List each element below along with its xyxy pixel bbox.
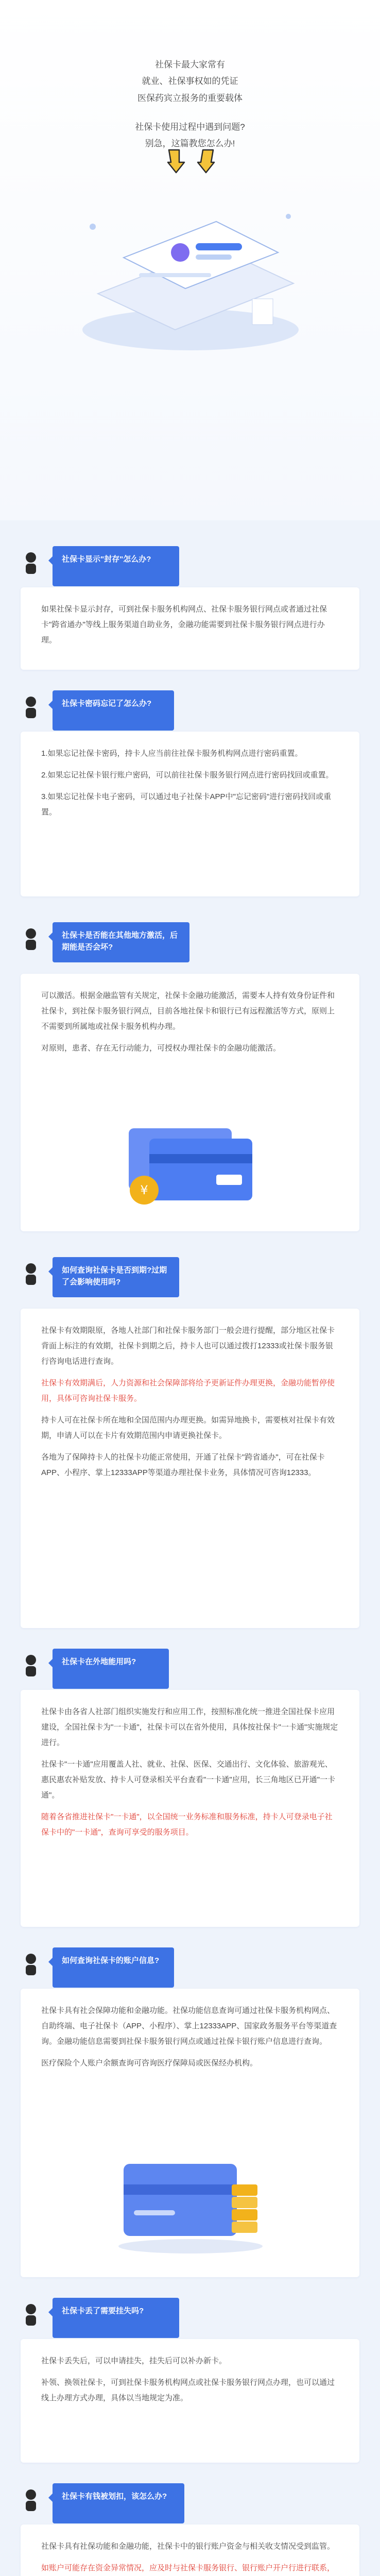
question-bubble: 社保卡是否能在其他地方激活，后期能是否会坏? <box>53 922 189 962</box>
answer-paragraph: 3.如果忘记社保卡电子密码，可以通过电子社保卡APP中"忘记密码"进行密码找回或重置。 <box>41 792 332 817</box>
answer-paragraph: 如果社保卡显示封存，可到社保卡服务机构网点、社保卡服务银行网点或者通过社保卡"跨省通办"等线上服务渠道自助业务，金融功能需要到社保卡服务银行网点进行办理。 <box>41 605 327 645</box>
question-row <box>21 1947 360 1989</box>
hand-icon <box>164 147 188 176</box>
answer-card <box>21 1989 359 2277</box>
intro-line: 别急，这篇教您怎么办! <box>145 139 235 149</box>
answer-paragraph: 补领、换领社保卡，可到社保卡服务机构网点或社保卡服务银行网点办理，也可以通过线上办理方式办理，具体以当地规定为准。 <box>41 2378 335 2402</box>
answer-paragraph: 社保卡有效期限原，各地人社部门和社保卡服务部门一般会进行提醒，部分地区社保卡背面上标注的有效期，社保卡到期之后，持卡人也可以通过拨打12333或社保卡服务银行咨询电话进行查询。 <box>41 1326 335 1366</box>
answer-paragraph: 社保卡"一卡通"应用覆盖人社、就业、社保、医保、交通出行、文化体验、旅游观光、惠民惠农补贴发放、持卡人可登录相关平台查看"一卡通"应用，长三角地区已开通"一卡通"。 <box>41 1760 335 1800</box>
intro-line: 医保药宾立报务的重要载体 <box>137 93 243 103</box>
pointing-hands-icon <box>164 147 220 178</box>
answer-paragraph: 社保卡有效期满后，人力资源和社会保障部将给予更新证件办理更换，金融功能暂停使用，具体可咨询社保卡服务。 <box>41 1379 335 1403</box>
person-avatar-icon <box>21 550 41 575</box>
answer-card <box>21 732 359 896</box>
answer-card <box>21 1690 359 1927</box>
question-bubble: 如何查询社保卡是否到期?过期了会影响使用吗? <box>53 1257 179 1297</box>
bank-card-illustration <box>113 1113 268 1216</box>
question-row <box>21 1257 360 1298</box>
person-avatar-icon <box>21 2487 41 2512</box>
answer-card <box>21 2339 359 2463</box>
answer-paragraph: 1.如果忘记社保卡密码，持卡人应当前往社保卡服务机构网点进行密码重置。 <box>41 749 303 758</box>
card-coins-illustration <box>103 2143 278 2257</box>
answer-card <box>21 2524 359 2576</box>
answer-paragraph: 医疗保险个人账户余额查询可咨询医疗保障局或医保经办机构。 <box>41 2059 258 2067</box>
question-row <box>21 1649 360 1690</box>
person-avatar-icon <box>21 926 41 951</box>
answer-paragraph: 社保卡具有社保功能和金融功能，社保卡中的银行账户资金与相关收支情况受到监管。 <box>41 2542 335 2551</box>
question-bubble: 如何查询社保卡的账户信息? <box>53 1947 174 1988</box>
answer-paragraph: 随着各省推进社保卡"一卡通"，以全国统一业务标准和服务标准，持卡人可登录电子社保卡中的"一卡通"，查询可享受的服务项目。 <box>41 1812 333 1837</box>
answer-paragraph: 社保卡丢失后，可以申请挂失，挂失后可以补办新卡。 <box>41 2357 227 2365</box>
intro-line: 社保卡使用过程中遇到问题? <box>135 122 245 132</box>
hero-illustration <box>62 196 319 366</box>
answer-paragraph: 如账户可能存在资金异常情况，应及时与社保卡服务银行、银行账户开户行进行联系， <box>41 2564 335 2572</box>
person-avatar-icon <box>21 1261 41 1286</box>
answer-paragraph: 2.如果忘记社保卡银行账户密码，可以前往社保卡服务银行网点进行密码找回或重置。 <box>41 771 334 779</box>
intro-line: 就业、社保事权如的凭证 <box>142 76 238 87</box>
person-avatar-icon <box>21 1952 41 1976</box>
question-row <box>21 2483 360 2524</box>
hand-icon <box>194 147 218 176</box>
answer-card <box>21 587 359 670</box>
header <box>0 0 380 520</box>
answer-paragraph: 社保卡由各省人社部门组织实施发行和应用工作，按照标准化统一推进全国社保卡应用建设，全国社保卡为"一卡通"，社保卡可以在省外使用，具体按社保卡"一卡通"实施规定进行。 <box>41 1707 338 1747</box>
question-bubble: 社保卡丢了需要挂失吗? <box>53 2298 179 2338</box>
answer-paragraph: 对原则，患者、存在无行动能力，可授权办理社保卡的金融功能激活。 <box>41 1044 281 1053</box>
answer-paragraph: 持卡人可在社保卡所在地和全国范围内办理更换。如需异地换卡，需要核对社保卡有效期，申请人可以在卡片有效期范围内申请更换社保卡。 <box>41 1416 335 1440</box>
person-avatar-icon <box>21 2302 41 2327</box>
question-row <box>21 2298 360 2339</box>
question-row <box>21 690 360 732</box>
question-bubble: 社保卡有钱被划扣，该怎么办? <box>53 2483 184 2523</box>
answer-card <box>21 1309 359 1628</box>
question-bubble: 社保卡在外地能用吗? <box>53 1649 169 1689</box>
answer-paragraph: 社保卡具有社会保障功能和金融功能。社保功能信息查询可通过社保卡服务机构网点、自助终端、电子社保卡（APP、小程序）、掌上12333APP、国家政务服务平台等渠道查询。金融功能信息需要到社保卡服务银行网点或通过社保卡银行账户信息进行查询。 <box>41 2006 337 2046</box>
answer-paragraph: 各地为了保障持卡人的社保卡功能正常使用，开通了社保卡"跨省通办"，可在社保卡APP、小程序、掌上12333APP等渠道办理社保卡业务，具体情况可咨询12333。 <box>41 1453 325 1477</box>
question-row <box>21 546 360 587</box>
intro-line: 社保卡最大家常有 <box>155 60 225 70</box>
question-row <box>21 922 360 963</box>
answer-paragraph: 可以激活。根据金融监管有关规定，社保卡金融功能激活，需要本人持有效身份证件和社保卡，到社保卡服务银行网点，目前各地社保卡和银行已有远程激活等方式，原则上不需要到所属地或社保卡服务机构办理。 <box>41 991 335 1031</box>
question-bubble: 社保卡显示"封存"怎么办? <box>53 546 179 586</box>
person-avatar-icon <box>21 694 41 719</box>
intro-text <box>0 57 380 152</box>
svg-text:¥: ¥ <box>140 1183 148 1197</box>
question-bubble: 社保卡密码忘记了怎么办? <box>53 690 174 731</box>
person-avatar-icon <box>21 1653 41 1677</box>
answer-card <box>21 974 359 1231</box>
